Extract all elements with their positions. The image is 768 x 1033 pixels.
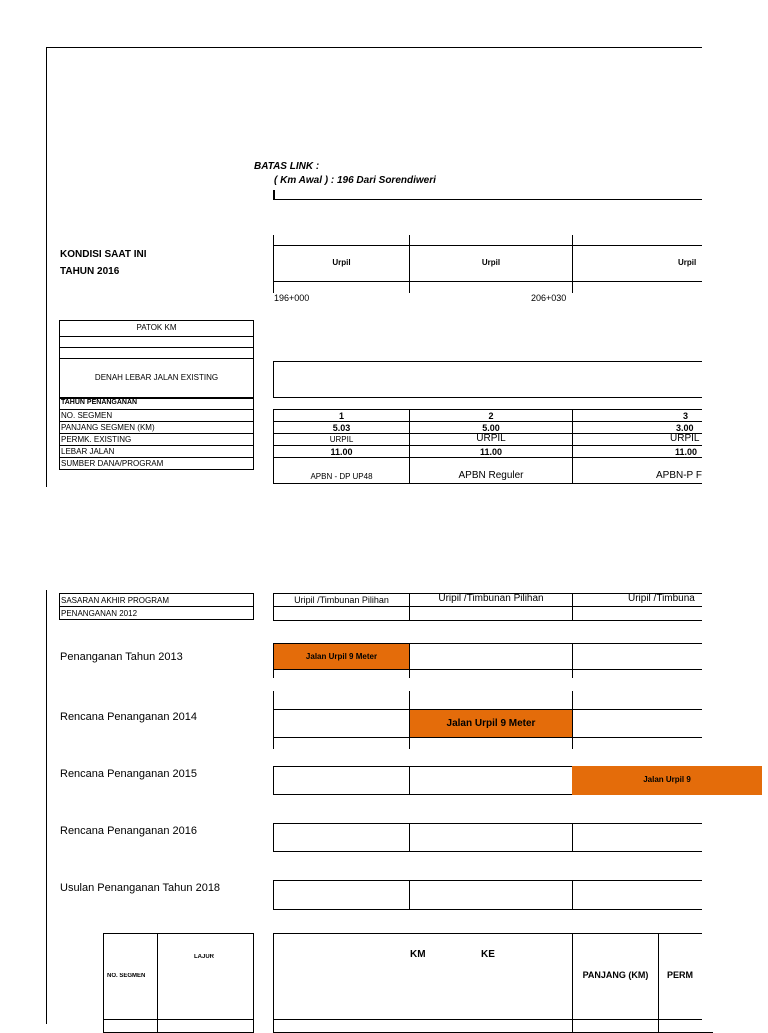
strip-label-2: Urpil [481,258,501,267]
batas-link-title: BATAS LINK : [254,161,320,172]
tahun-label: TAHUN PENANGANAN [61,399,138,406]
denah-label: DENAH LEBAR JALAN EXISTING [94,373,219,382]
km-awal-label: ( Km Awal ) : 196 Dari Sorendiweri [274,175,436,186]
bottom-perm: PERM [667,970,694,980]
r2016-frame [273,823,713,852]
grid-line-1 [273,421,702,422]
right-edge-mask-top [702,0,768,766]
bottom-table-left-row [103,1019,254,1020]
r2014-col-0 [273,691,274,749]
station-end: 206+030 [531,293,567,303]
seg1-permk: URPIL [329,435,354,444]
bottom-table-right [273,933,713,1033]
strip-label-1: Urpil [332,258,351,267]
r2018-frame [273,880,713,910]
r2016-col-2 [572,823,573,852]
km-awal-underline [273,199,702,200]
seg1-sumber: APBN - DP UP48 [310,472,373,481]
grid-line-0 [273,409,702,410]
strip-bottom-line [273,281,702,282]
seg1-panjang: 5.03 [332,423,351,433]
strip-label-3: Urpil [678,258,697,267]
denah-drawing-area [273,361,713,398]
bottom-table-left [103,933,254,1033]
seg2-lebar: 11.00 [479,447,503,457]
bottom-table-right-row [273,1019,702,1020]
row-2018-label: Usulan Penanganan Tahun 2018 [60,882,221,894]
bottom-table-left-divider [157,933,158,1033]
tahun-2016: TAHUN 2016 [60,266,120,277]
sasaran-label-1: SASARAN AKHIR PROGRAM [61,596,170,605]
bottom-ke: KE [481,949,495,960]
strip-top-line [273,245,702,246]
seg1-no: 1 [338,411,344,421]
rencana-2014-block: Jalan Urpil 9 Meter [409,709,573,738]
page-frame-left [46,47,47,487]
row-2014-label: Rencana Penanganan 2014 [60,711,198,723]
seg2-permk: URPIL [476,433,506,444]
km-awal-tick [273,190,275,200]
rencana-2015-block: Jalan Urpil 9 [572,766,762,795]
seg3-permk: URPIL [670,433,700,444]
patok-km-label: PATOK KM [136,323,177,332]
strip-divider-2 [572,235,573,293]
lebar-label: LEBAR JALAN [61,447,115,456]
seg3-panjang: 3.00 [676,423,694,433]
sumber-label: SUMBER DANA/PROGRAM [61,459,164,468]
sasaran-col-2 [572,593,573,621]
sasaran-grid-bottom [273,620,702,621]
page-frame-top [46,47,702,48]
row-2013-label: Penanganan Tahun 2013 [60,651,183,663]
seg3-no: 3 [683,411,689,421]
panjang-label: PANJANG SEGMEN (KM) [61,423,155,432]
bottom-km: KM [410,949,426,960]
r2016-col-1 [409,823,410,852]
page2-frame-left [46,590,47,1024]
seg2-panjang: 5.00 [482,423,500,433]
r2015-col-1 [409,766,410,795]
bottom-panjang: PANJANG (KM) [582,970,649,980]
seg2-sumber: APBN Reguler [458,470,524,481]
r2018-col-1 [409,880,410,910]
row-2016-label: Rencana Penanganan 2016 [60,825,198,837]
grid-line-3 [273,445,702,446]
sasaran-cell-3: Uripil /Timbuna [628,593,695,604]
bottom-no-segmen: NO. SEGMEN [107,973,146,979]
r2018-col-2 [572,880,573,910]
bottom-lajur: LAJUR [194,954,215,960]
station-start: 196+000 [274,293,310,303]
sasaran-cell-1: Uripil /Timbunan Pilihan [294,595,389,605]
grid-line-5 [273,483,702,484]
grid-col-2 [572,409,573,484]
r2013-col-2 [572,643,573,678]
seg2-no: 2 [488,411,494,421]
bottom-table-col-panjang [572,933,573,1033]
sasaran-cell-2: Uripil /Timbunan Pilihan [438,593,544,604]
right-edge-mask-bottom [702,795,768,1024]
seg3-lebar: 11.00 [675,447,698,457]
sasaran-grid-mid [273,606,702,607]
permk-label: PERMK. EXISTING [61,435,132,444]
kondisi-saat-ini: KONDISI SAAT INI [60,249,147,260]
seg1-lebar: 11.00 [330,447,353,457]
seg3-sumber: APBN-P F [656,470,702,481]
segmen-label: NO. SEGMEN [61,411,113,420]
sasaran-label-2: PENANGANAN 2012 [61,609,138,618]
penanganan-2013-block: Jalan Urpil 9 Meter [273,643,410,670]
grid-line-4 [273,457,702,458]
row-2015-label: Rencana Penanganan 2015 [60,768,198,780]
bottom-table-col-perm [658,933,659,1033]
